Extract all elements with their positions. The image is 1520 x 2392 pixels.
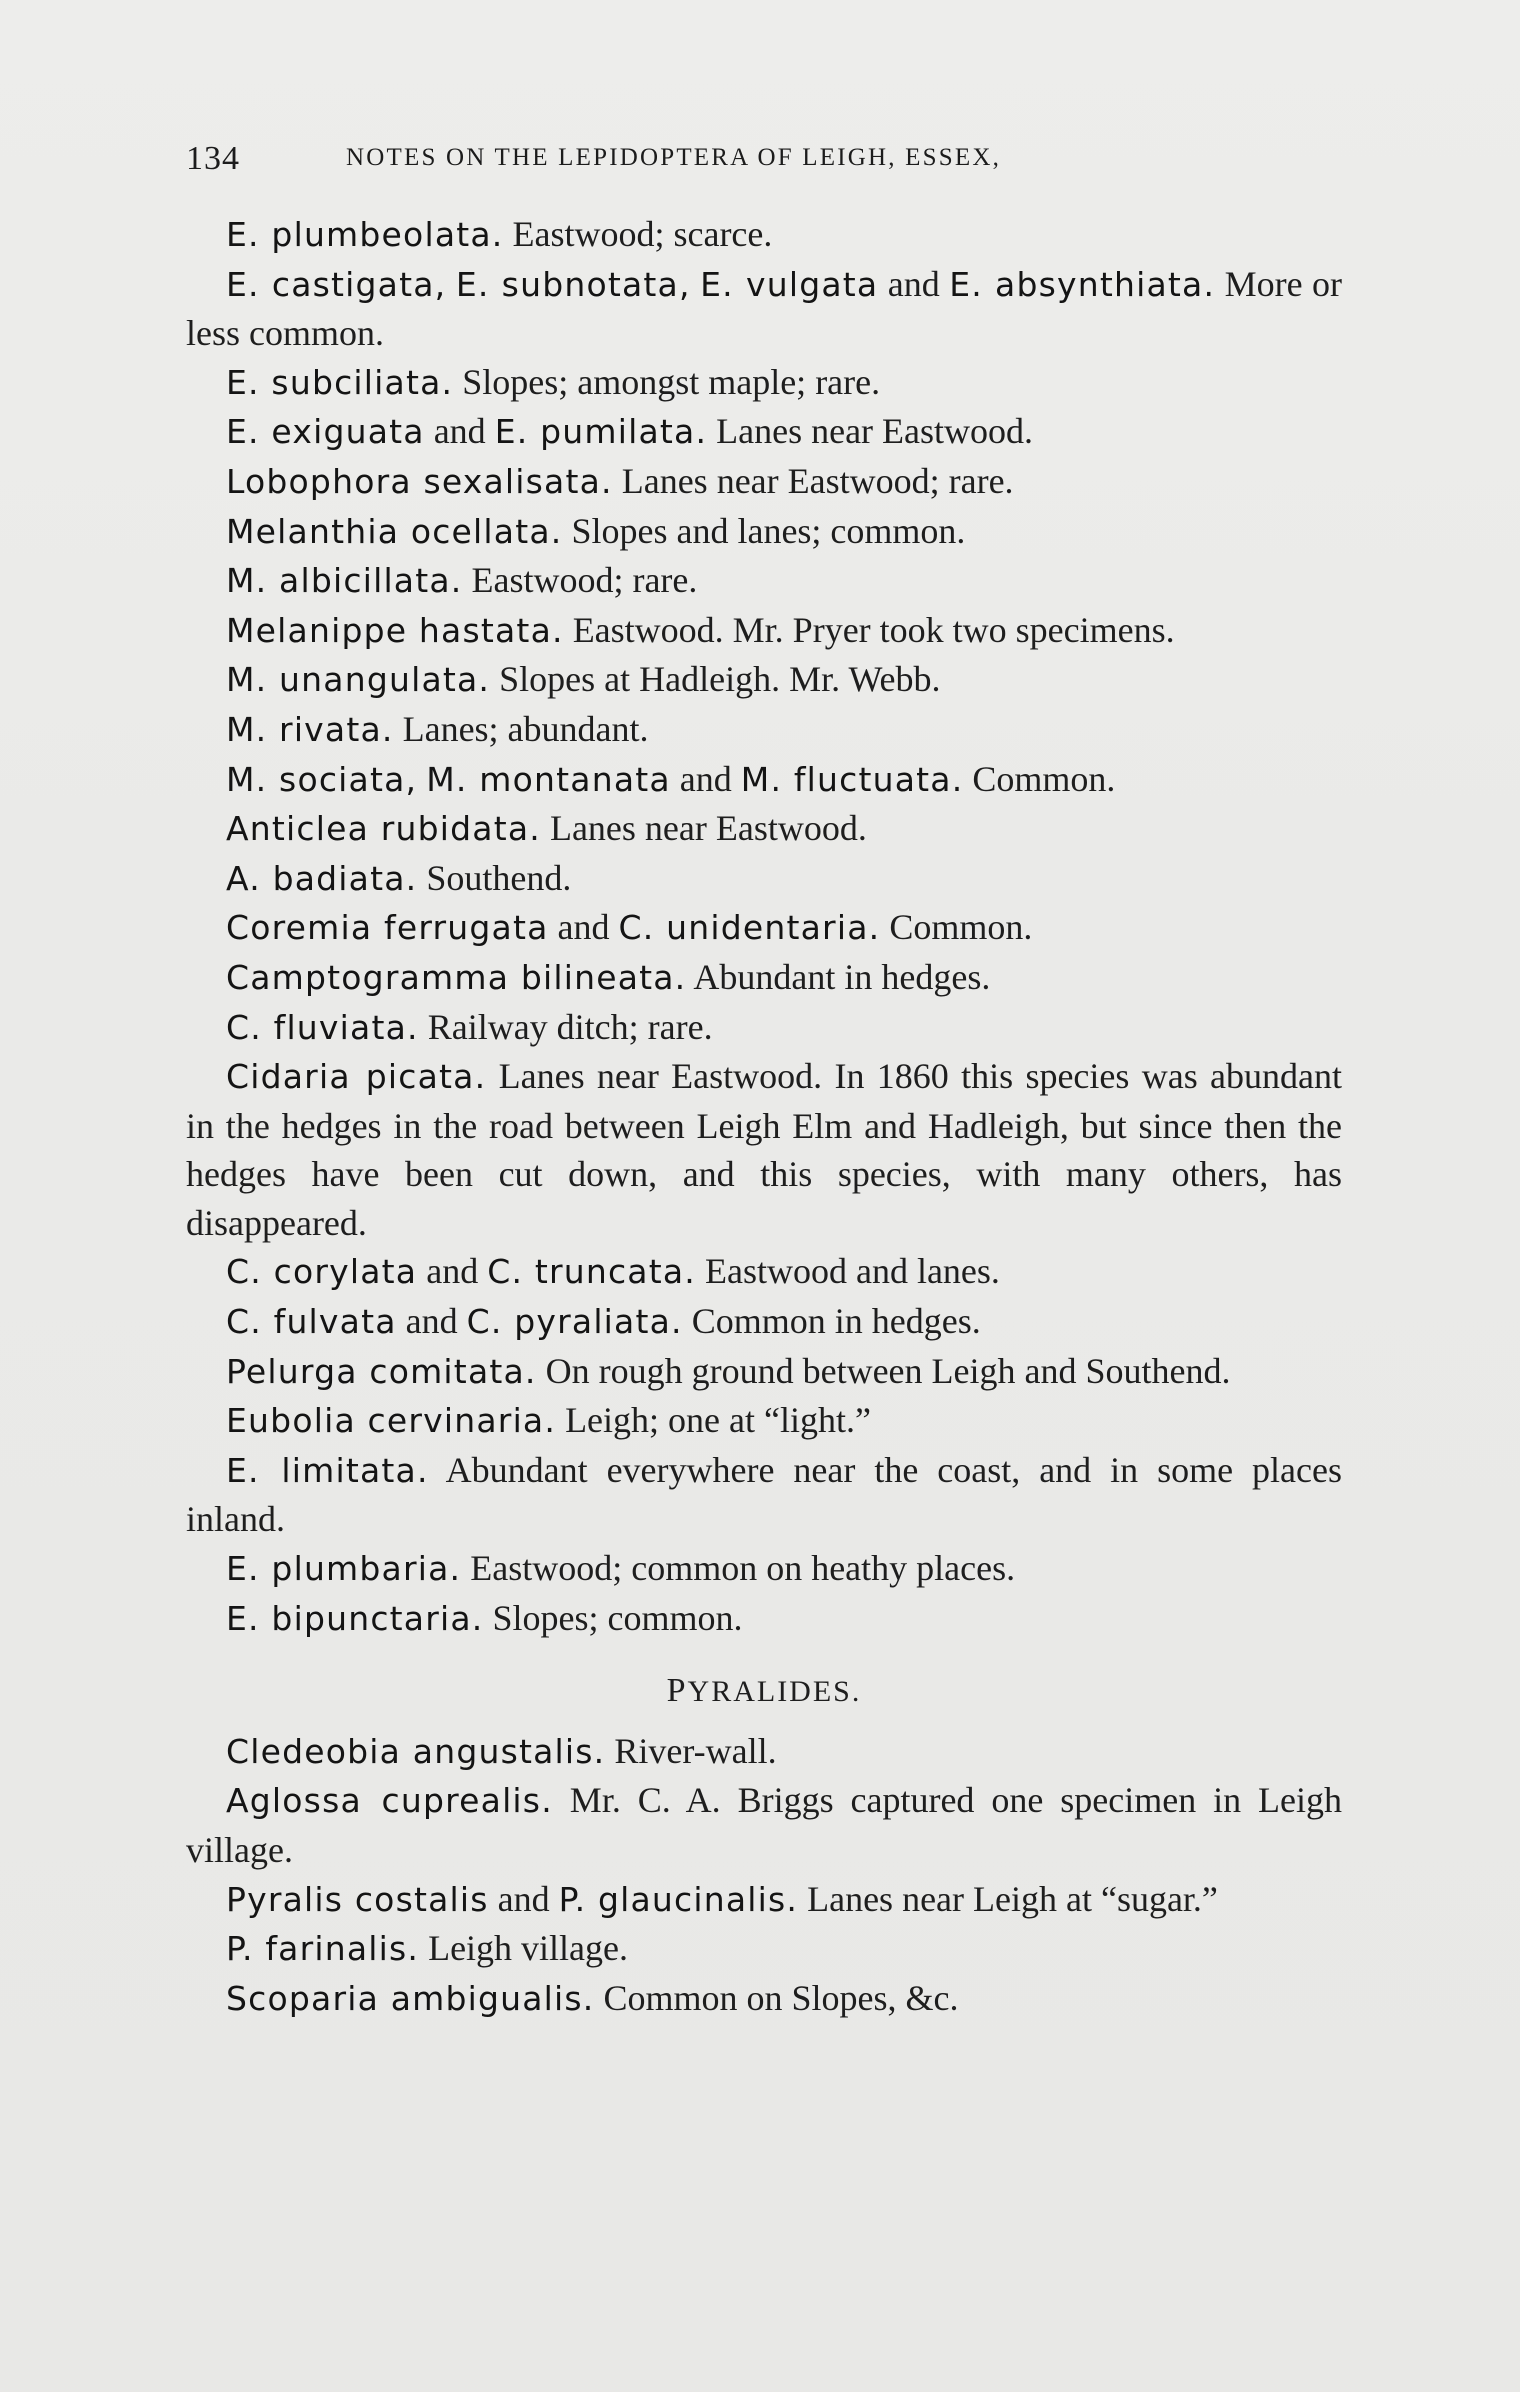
species-entry: [186, 1974, 1342, 2024]
entry-note: Mr. C. A. Briggs captured one specimen in Leigh village.: [186, 1780, 1342, 1870]
entry-note: Railway ditch; rare.: [418, 1006, 713, 1047]
entry-note: Leigh village.: [419, 1928, 629, 1969]
species-entry: [186, 804, 1342, 854]
entry-note: Lanes near Leigh at “sugar.”: [798, 1878, 1218, 1919]
entry-note: Lanes near Eastwood.: [707, 411, 1034, 452]
species-name: C. fluviata.: [226, 1007, 419, 1047]
entry-note: [417, 759, 426, 799]
species-name: C. corylata: [226, 1252, 418, 1292]
species-entry: [186, 1347, 1342, 1397]
species-name: C. fulvata: [226, 1302, 397, 1342]
species-name: C. unidentaria.: [618, 908, 881, 948]
species-name: E. subnotata,: [455, 264, 691, 304]
species-entry: [186, 1594, 1342, 1644]
species-entry: [186, 854, 1342, 904]
entry-note: Eastwood and lanes.: [695, 1251, 1000, 1292]
species-name: C. pyraliata.: [466, 1302, 683, 1342]
entry-note: Slopes at Hadleigh. Mr. Webb.: [490, 659, 941, 700]
page-body: [186, 210, 1342, 2023]
pyralides-list: [186, 1727, 1342, 2024]
species-entry: [186, 1875, 1342, 1925]
entry-note: and: [878, 263, 950, 304]
species-name: M. albicillata.: [226, 561, 463, 601]
entry-note: River-wall.: [605, 1730, 777, 1771]
species-name: E. plumbaria.: [226, 1549, 462, 1589]
species-entry: [186, 407, 1342, 457]
entry-note: Southend.: [417, 857, 572, 898]
species-name: P. farinalis.: [226, 1929, 420, 1969]
running-title: NOTES ON THE LEPIDOPTERA OF LEIGH, ESSEX,: [346, 144, 1002, 171]
species-entry: [186, 1544, 1342, 1594]
species-entry: [186, 1924, 1342, 1974]
species-name: M. fluctuata.: [740, 759, 964, 799]
species-name: Pyralis costalis: [226, 1879, 489, 1919]
entry-note: Leigh; one at “light.”: [556, 1400, 871, 1441]
entry-note: Common.: [963, 758, 1116, 799]
species-entry: [186, 655, 1342, 705]
species-name: Lobophora sexalisata.: [226, 461, 613, 501]
entry-note: Lanes; abundant.: [393, 708, 649, 749]
entry-note: and: [548, 907, 619, 948]
entry-note: [446, 264, 455, 304]
entry-note: Abundant in hedges.: [686, 956, 991, 997]
species-name: M. montanata: [426, 759, 671, 799]
species-name: E. castigata,: [226, 264, 447, 304]
species-name: Cledeobia angustalis.: [226, 1731, 606, 1771]
entry-note: and: [670, 758, 741, 799]
entry-note: Eastwood; rare.: [462, 560, 698, 601]
entry-note: [691, 264, 700, 304]
species-name: C. truncata.: [487, 1252, 696, 1292]
species-name: M. sociata,: [226, 759, 418, 799]
entry-note: On rough ground between Leigh and Southend.: [536, 1350, 1231, 1391]
species-name: M. rivata.: [226, 709, 394, 749]
species-name: Scoparia ambigualis.: [226, 1978, 595, 2018]
entry-note: and: [417, 1251, 488, 1292]
species-entry: [186, 1247, 1342, 1297]
species-entry: [186, 260, 1342, 358]
species-name: E. limitata.: [226, 1450, 429, 1490]
species-name: M. unangulata.: [226, 660, 491, 700]
entry-note: Lanes near Eastwood. In 1860 this species was abundant in the hedges in the road between Leigh Elm and Hadleigh, but since then the hedges have been cut down, and this species, with many others, has disappeared.: [186, 1056, 1342, 1243]
species-entry: [186, 1776, 1342, 1874]
species-entry: [186, 1052, 1342, 1247]
species-name: A. badiata.: [226, 858, 418, 898]
entry-note: Eastwood; scarce.: [503, 214, 773, 254]
species-name: Aglossa cuprealis.: [226, 1781, 553, 1821]
entry-note: Slopes; common.: [483, 1597, 743, 1638]
species-name: P. glaucinalis.: [558, 1879, 799, 1919]
species-entry: [186, 953, 1342, 1003]
species-name: Cidaria picata.: [226, 1057, 487, 1097]
species-list: [186, 210, 1342, 1643]
section-heading: [186, 1667, 1342, 1717]
species-name: E. subciliata.: [226, 362, 454, 402]
species-entry: [186, 1727, 1342, 1777]
species-entry: [186, 457, 1342, 507]
entry-note: and: [424, 411, 495, 452]
species-name: Pelurga comitata.: [226, 1351, 537, 1391]
species-entry: [186, 705, 1342, 755]
species-entry: [186, 606, 1342, 656]
species-name: E. absynthiata.: [949, 264, 1216, 304]
species-name: Eubolia cervinaria.: [226, 1401, 557, 1441]
entry-note: Eastwood; common on heathy places.: [461, 1548, 1016, 1589]
species-entry: [186, 358, 1342, 408]
species-entry: [186, 556, 1342, 606]
entry-note: Eastwood. Mr. Pryer took two specimens.: [563, 609, 1175, 650]
species-entry: [186, 1446, 1342, 1544]
species-entry: [186, 1297, 1342, 1347]
entry-note: Common in hedges.: [682, 1301, 981, 1342]
species-name: E. pumilata.: [494, 412, 708, 452]
species-name: E. exiguata: [226, 412, 425, 452]
species-name: Coremia ferrugata: [226, 908, 549, 948]
species-name: E. vulgata: [700, 264, 879, 304]
species-entry: [186, 903, 1342, 953]
entry-note: More or less common.: [186, 263, 1343, 354]
species-name: Camptogramma bilineata.: [226, 957, 687, 997]
species-entry: [186, 210, 1342, 260]
species-name: E. bipunctaria.: [226, 1598, 484, 1638]
entry-note: Slopes; amongst maple; rare.: [453, 361, 881, 402]
species-entry: [186, 755, 1342, 805]
entry-note: Lanes near Eastwood.: [540, 808, 867, 849]
entry-note: Lanes near Eastwood; rare.: [612, 460, 1014, 501]
entry-note: Abundant everywhere near the coast, and in some places inland.: [186, 1449, 1342, 1540]
section-heading-text: PYRALIDES.: [666, 1672, 862, 1710]
species-entry: [186, 1003, 1342, 1053]
species-name: Melanthia ocellata.: [226, 511, 563, 551]
page-header: [186, 140, 1346, 190]
species-entry: [186, 1396, 1342, 1446]
entry-note: Slopes and lanes; common.: [562, 510, 966, 551]
species-name: Melanippe hastata.: [226, 610, 564, 650]
species-name: Anticlea rubidata.: [226, 809, 541, 849]
entry-note: Common on Slopes, &c.: [594, 1977, 959, 2018]
page-number: 134: [186, 140, 240, 177]
entry-note: Common.: [880, 907, 1033, 948]
species-name: E. plumbeolata.: [226, 215, 504, 254]
entry-note: and: [488, 1878, 559, 1919]
entry-note: and: [396, 1301, 467, 1342]
species-entry: [186, 507, 1342, 557]
